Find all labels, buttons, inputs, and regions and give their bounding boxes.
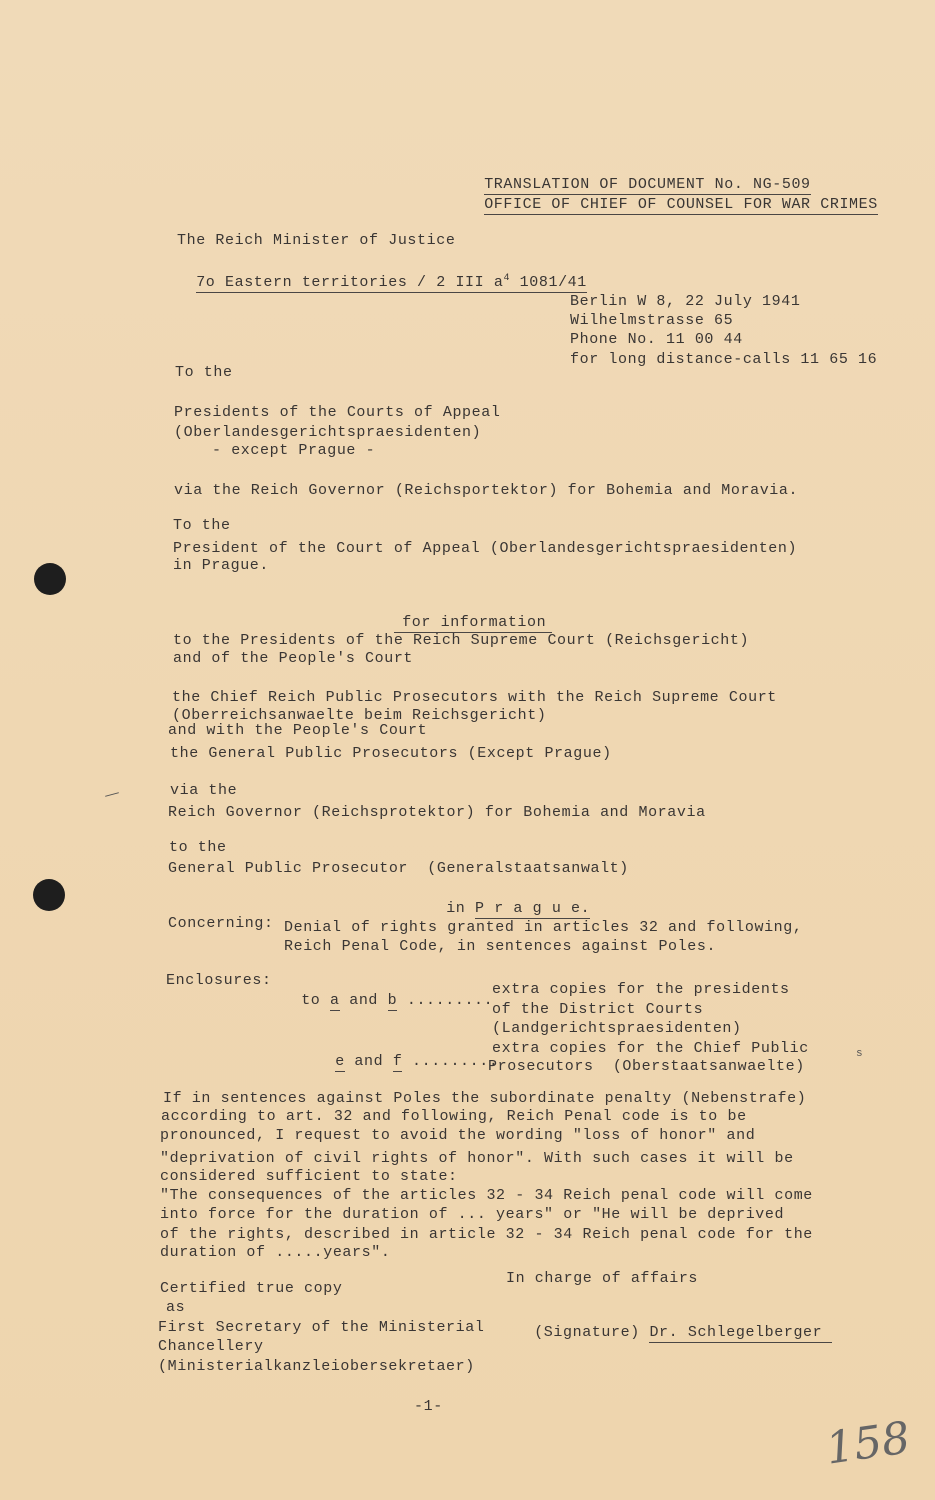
info-chief-prosecutors-1: the Chief Reich Public Prosecutors with the Reich Supreme Court — [172, 689, 777, 706]
handwritten-page-number: 158 — [822, 1412, 914, 1475]
concerning-line-2: Reich Penal Code, in sentences against Poles. — [284, 938, 717, 955]
recipient-presidents-german: (Oberlandesgerichtspraesidenten) — [174, 424, 482, 441]
reich-governor-line: Reich Governor (Reichsprotektor) for Bohemia and Moravia — [168, 804, 706, 821]
body-line-4: "deprivation of civil rights of honor". With such cases it will be — [160, 1150, 794, 1167]
info-chief-prosecutors-3: and with the People's Court — [168, 722, 428, 739]
info-chief-prosecutors-2: (Oberreichsanwaelte beim Reichsgericht) — [172, 707, 547, 724]
concerning-line-1: Denial of rights granted in articles 32 and following, — [284, 919, 803, 936]
sender-line-2: 7o Eastern territories / 2 III $a^4$ 1081/41 — [196, 273, 587, 291]
certified-title-2: Chancellery — [158, 1338, 264, 1355]
enclosures-label: Enclosures: — [166, 972, 272, 989]
enclosures-ef: e and f ......... — [335, 1053, 499, 1070]
info-supreme-court-1: to the Presidents of the Reich Supreme Court (Reichsgericht) — [173, 632, 750, 649]
recipient-president-prague: President of the Court of Appeal (Oberlandesgerichtspraesidenten) — [173, 540, 798, 557]
page-number: -1- — [414, 1398, 443, 1415]
body-line-5: considered sufficient to state: — [160, 1168, 458, 1185]
office-header: OFFICE OF CHIEF OF COUNSEL FOR WAR CRIMES — [484, 196, 878, 213]
certified-title-1: First Secretary of the Ministerial — [158, 1319, 485, 1336]
enclosures-text-5: Prosecutors (Oberstaatsanwaelte) — [488, 1058, 805, 1075]
recipient-except-prague: - except Prague - — [212, 442, 376, 459]
to-the-1: To the — [175, 364, 233, 381]
in-prague-spaced: in P r a g u e. — [446, 900, 591, 917]
enclosures-text-2: of the District Courts — [492, 1001, 704, 1018]
punch-hole-top — [34, 563, 66, 595]
body-line-1: If in sentences against Poles the subordinate penalty (Nebenstrafe) — [163, 1090, 807, 1107]
to-the-2: To the — [173, 517, 231, 534]
body-line-2: according to art. 32 and following, Reich Penal code is to be — [161, 1108, 747, 1125]
certified-as: as — [166, 1299, 186, 1316]
recipient-presidents: Presidents of the Courts of Appeal — [174, 404, 501, 421]
margin-mark: s — [856, 1048, 863, 1060]
general-public-prosecutor: General Public Prosecutor (Generalstaatsanwalt) — [168, 860, 629, 877]
concerning-label: Concerning: — [168, 915, 274, 932]
enclosures-text-3: (Landgerichtspraesidenten) — [492, 1020, 742, 1037]
enclosures-ab: to a and b ......... — [301, 992, 494, 1009]
body-line-6: "The consequences of the articles 32 - 34 Reich penal code will come — [160, 1187, 813, 1204]
address-street: Wilhelmstrasse 65 — [570, 312, 734, 329]
translation-header: TRANSLATION OF DOCUMENT No. NG-509 — [484, 176, 811, 193]
enclosures-text-1: extra copies for the presidents — [492, 981, 790, 998]
enclosures-text-4: extra copies for the Chief Public — [492, 1040, 809, 1057]
info-general-prosecutors: the General Public Prosecutors (Except Prague) — [170, 745, 612, 762]
punch-hole-bottom — [33, 879, 65, 911]
via-the: via the — [170, 782, 238, 799]
in-charge-of-affairs: In charge of affairs — [506, 1270, 699, 1287]
signature-line: (Signature) Dr. Schlegelberger — [515, 1306, 832, 1342]
body-line-7: into force for the duration of ... years" or "He will be deprived — [160, 1206, 785, 1223]
via-reich-governor: via the Reich Governor (Reichsportektor) for Bohemia and Moravia. — [174, 482, 799, 499]
info-supreme-court-2: and of the People's Court — [173, 650, 414, 667]
certified-true-copy: Certified true copy — [160, 1280, 343, 1297]
address-long-distance: for long distance-calls 11 65 16 — [570, 351, 878, 368]
body-line-8: of the rights, described in article 32 - 34 Reich penal code for the — [160, 1226, 813, 1243]
address-phone: Phone No. 11 00 44 — [570, 331, 743, 348]
body-line-9: duration of .....years". — [160, 1244, 391, 1261]
recipient-in-prague: in Prague. — [173, 557, 270, 574]
body-line-3: pronounced, I request to avoid the wording "loss of honor" and — [160, 1127, 756, 1144]
address-city-date: Berlin W 8, 22 July 1941 — [570, 293, 801, 310]
certified-title-3: (Ministerialkanzleiobersekretaer) — [158, 1358, 475, 1375]
for-information-heading: for information — [375, 596, 552, 632]
sender-line-1: The Reich Minister of Justice — [177, 232, 456, 249]
to-the-3: to the — [169, 839, 227, 856]
